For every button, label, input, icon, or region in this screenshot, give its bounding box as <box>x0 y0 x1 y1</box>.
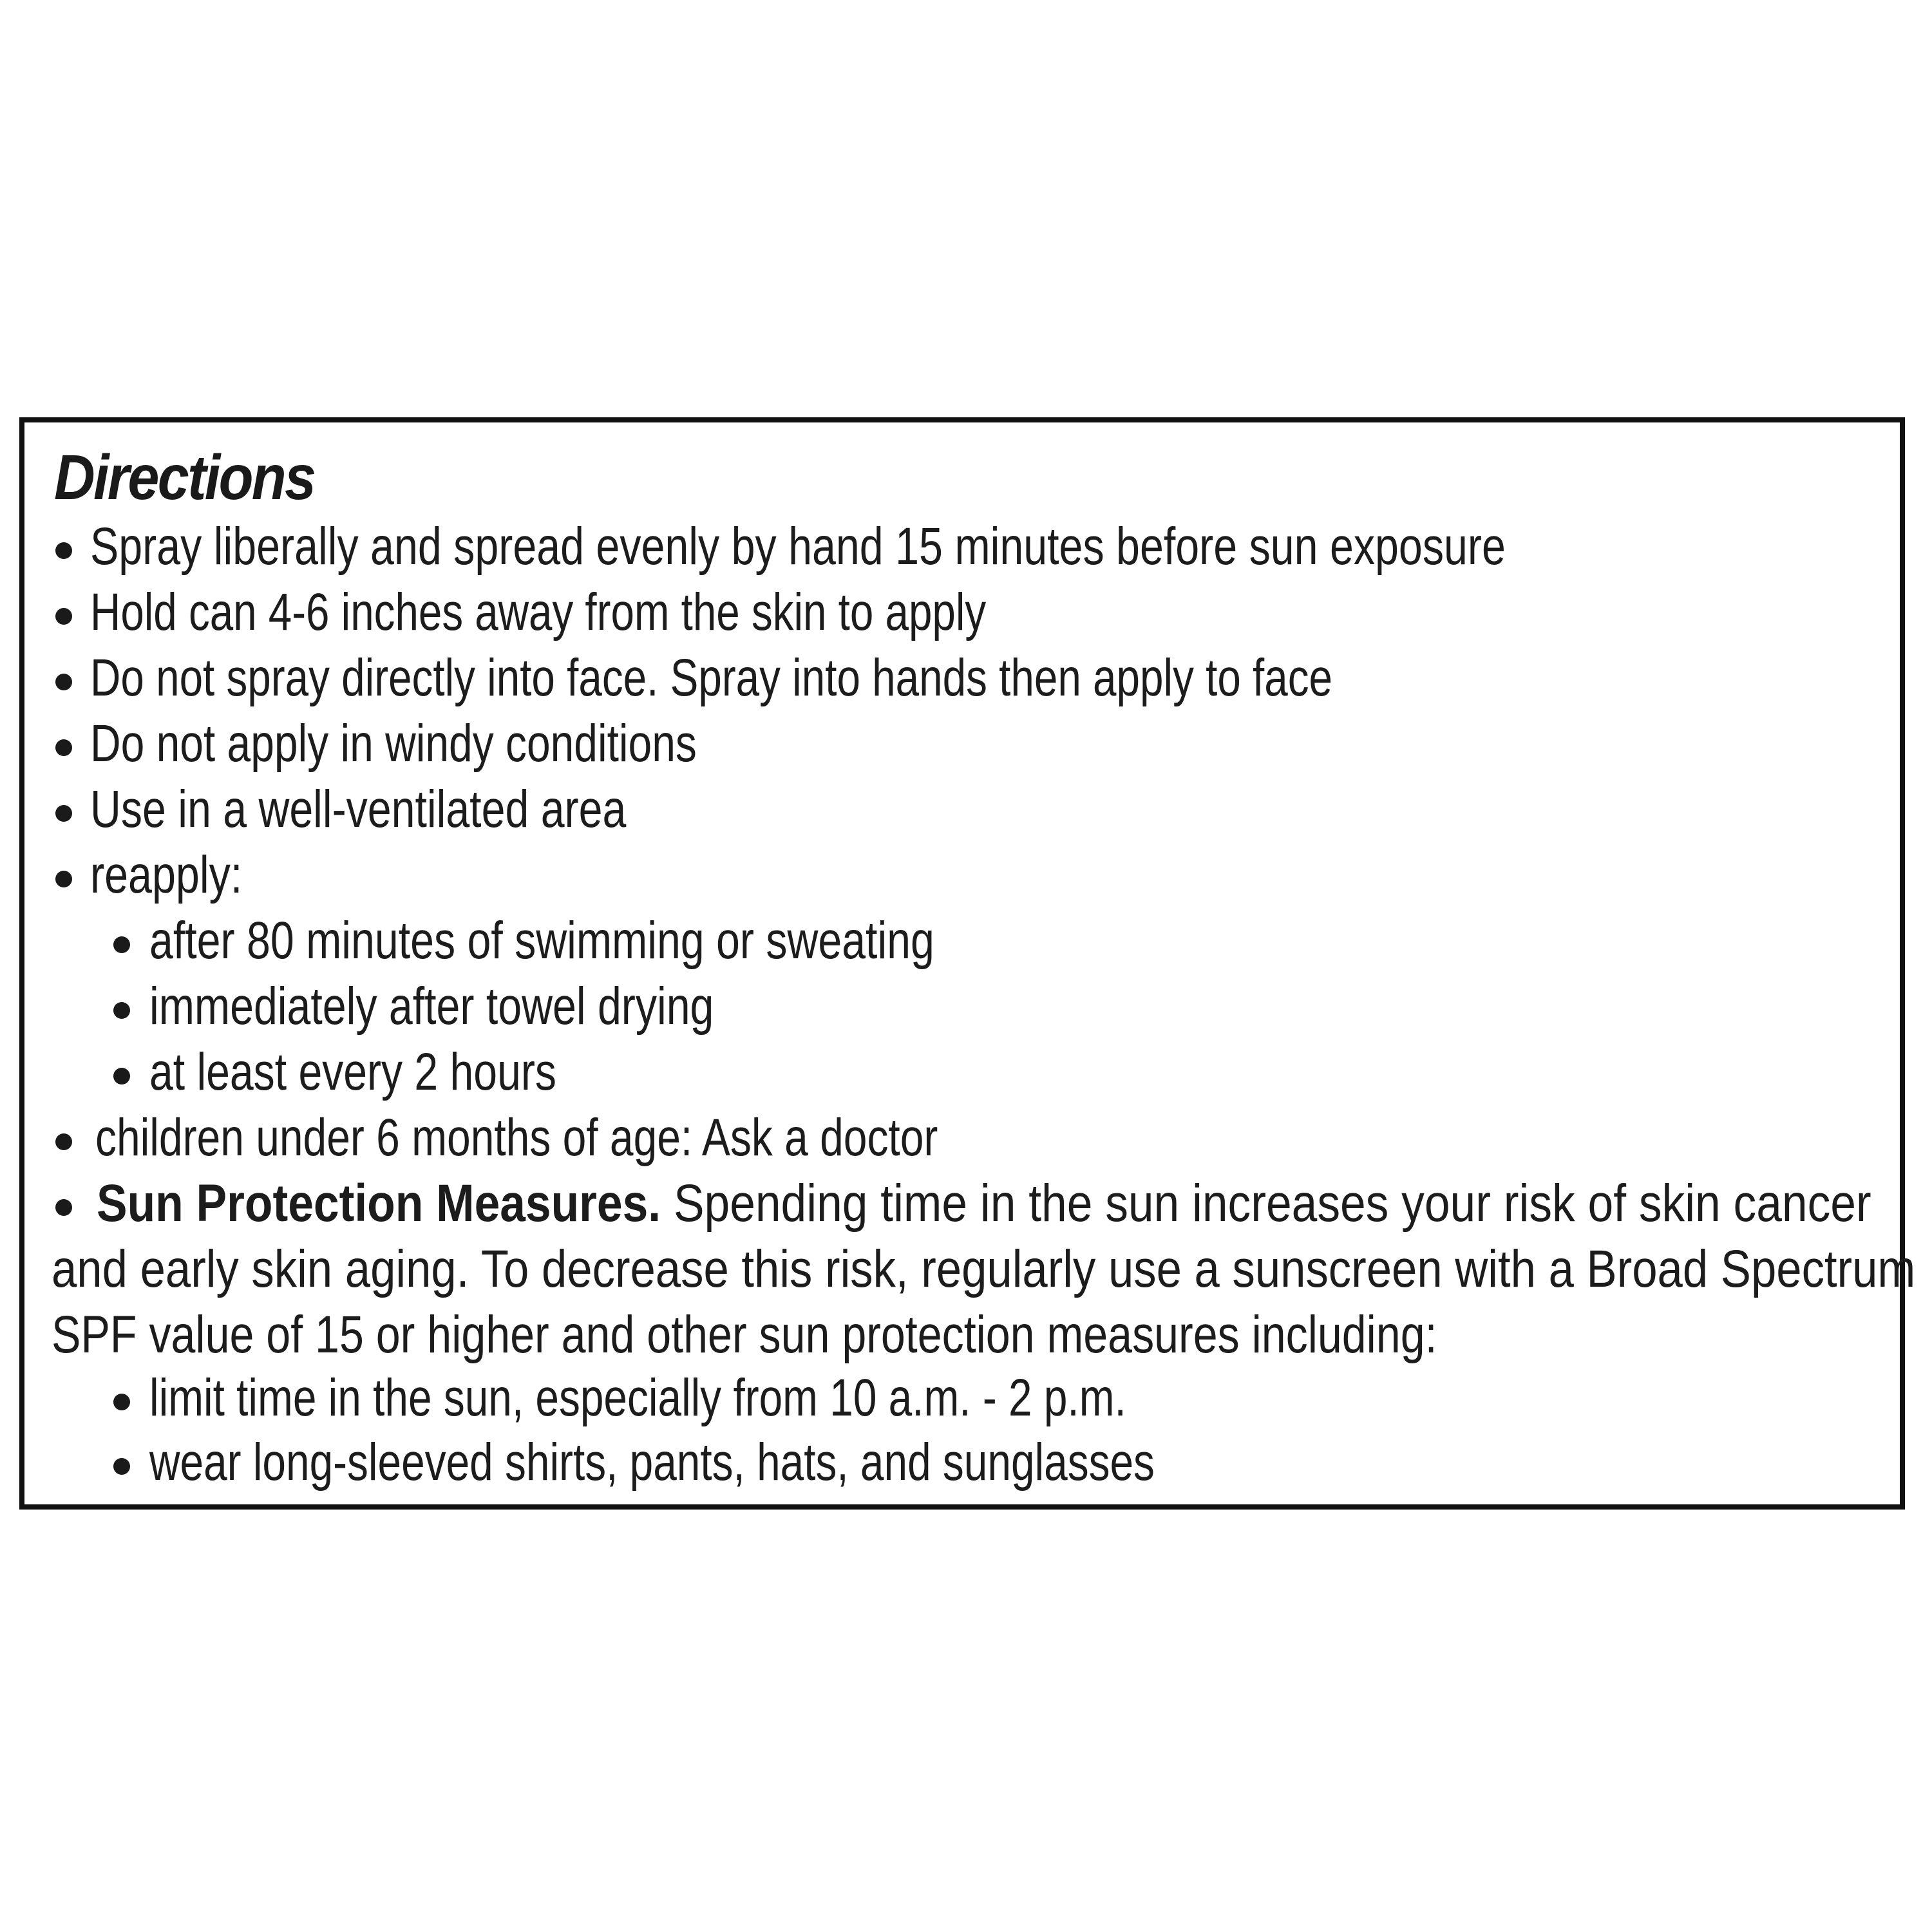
direction-item: Do not apply in windy conditions <box>90 714 697 773</box>
bullet-dot <box>55 871 72 887</box>
reapply-item: after 80 minutes of swimming or sweating <box>149 911 934 970</box>
direction-item: Do not spray directly into face. Spray into hands then apply to face <box>90 649 1333 707</box>
directions-heading: Directions <box>54 442 315 513</box>
sub-bullet-dot <box>113 1458 130 1475</box>
bullet-dot <box>55 1133 72 1150</box>
children-item: children under 6 months of age: Ask a doctor <box>95 1108 938 1167</box>
bullet-dot <box>55 542 72 559</box>
sub-bullet-dot <box>113 936 130 953</box>
sun-protection-line-2: and early skin aging. To decrease this risk, regularly use a sunscreen with a Broad Spectrum <box>52 1240 1916 1298</box>
bullet-dot <box>55 1199 72 1216</box>
sun-protection-label: Sun Protection Measures. <box>97 1174 661 1233</box>
direction-item: Use in a well-ventilated area <box>90 780 627 838</box>
bullet-dot <box>55 739 72 756</box>
sun-protection-item: limit time in the sun, especially from 10 a.m. - 2 p.m. <box>149 1368 1126 1427</box>
sun-protection-line-1 <box>97 1174 1871 1233</box>
reapply-item: immediately after towel drying <box>149 977 714 1036</box>
direction-item: Hold can 4-6 inches away from the skin to apply <box>90 583 987 641</box>
sub-bullet-dot <box>113 1068 130 1084</box>
sub-bullet-dot <box>113 1394 130 1410</box>
direction-item: Spray liberally and spread evenly by hand 15 minutes before sun exposure <box>90 517 1506 576</box>
sun-protection-text: Spending time in the sun increases your risk of skin cancer <box>673 1174 1871 1233</box>
sun-protection-line-3: SPF value of 15 or higher and other sun protection measures including: <box>52 1305 1437 1364</box>
bullet-dot <box>55 674 72 690</box>
bullet-dot <box>55 805 72 822</box>
bullet-dot <box>55 608 72 625</box>
reapply-item: at least every 2 hours <box>149 1043 556 1101</box>
direction-item: reapply: <box>90 846 243 904</box>
sub-bullet-dot <box>113 1002 130 1019</box>
sun-protection-item: wear long-sleeved shirts, pants, hats, and sunglasses <box>149 1433 1155 1492</box>
